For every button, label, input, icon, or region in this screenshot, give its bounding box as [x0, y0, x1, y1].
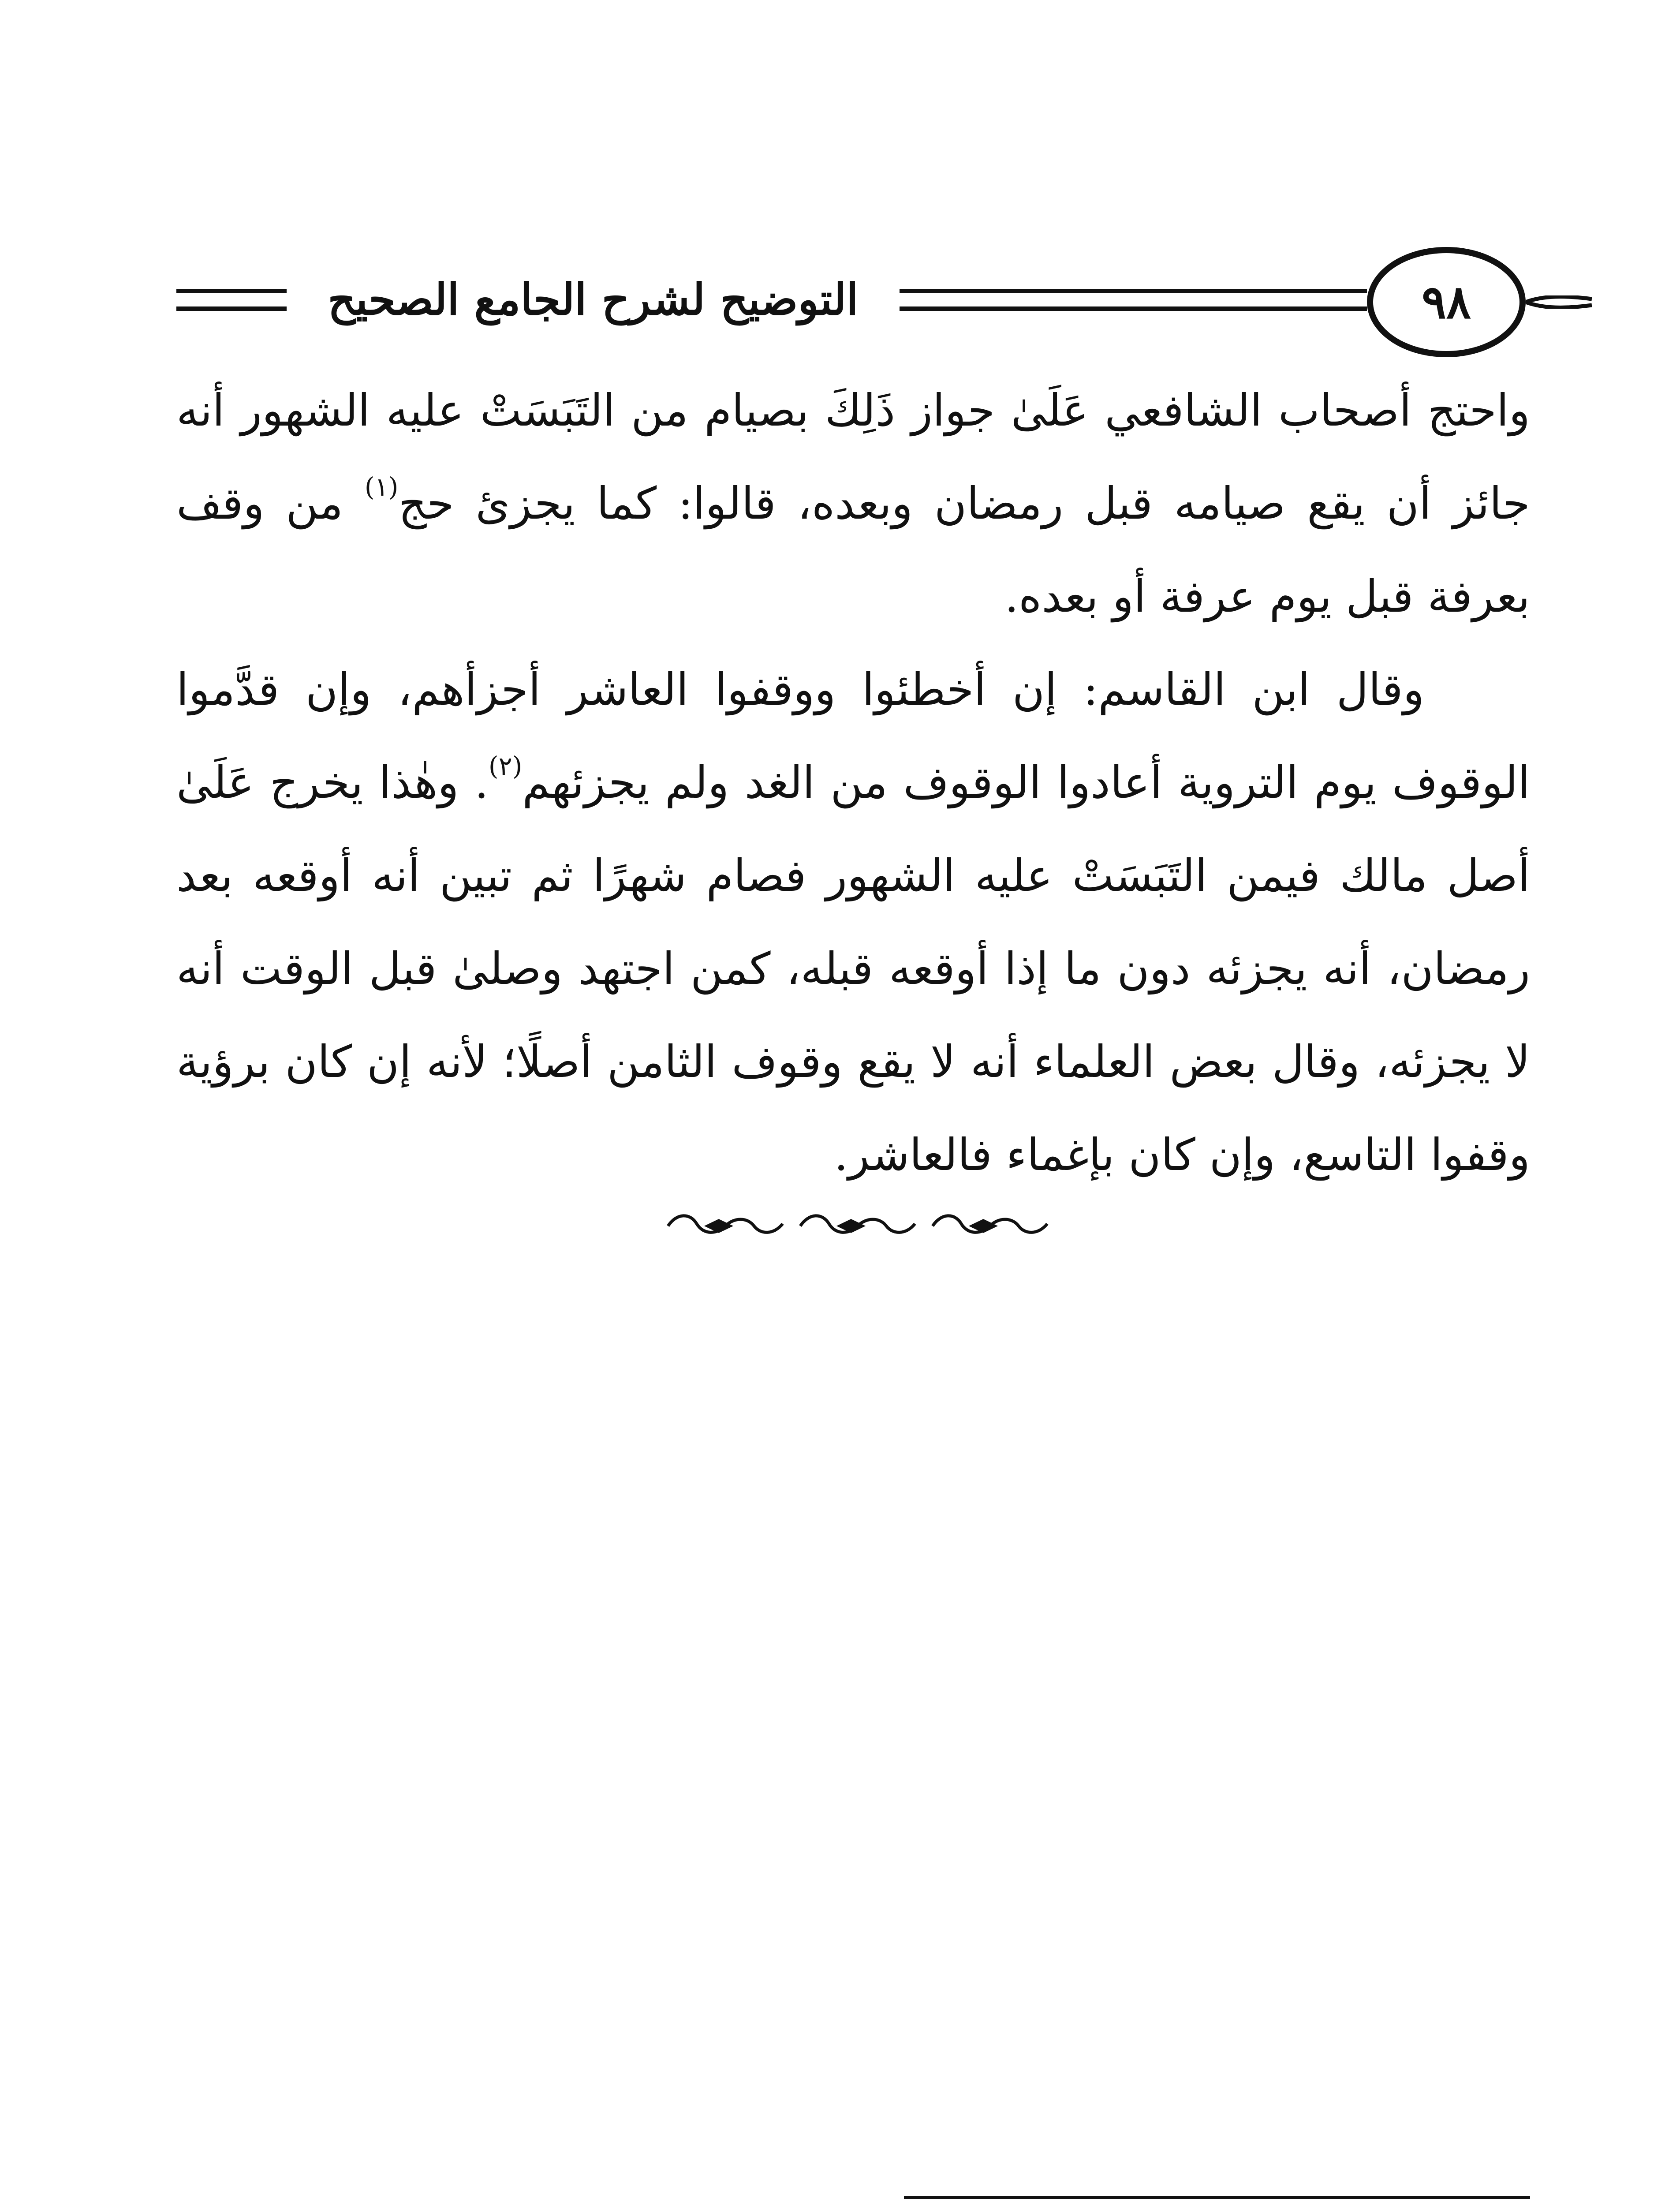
page-number-tail-ornament	[1526, 295, 1592, 309]
ornament-motif-2	[800, 1216, 915, 1233]
book-title: التوضيح لشرح الجامع الصحيح	[328, 274, 859, 325]
running-header	[176, 247, 1530, 362]
paragraph-2-text-a: وقال ابن القاسم: إن أخطئوا ووقفوا العاشر أجزأهم، وإن قدَّموا الوقوف يوم التروية أعادوا الوقوف من الغد ولم يجزئهم	[176, 664, 1530, 808]
paragraph-1	[176, 364, 1530, 643]
header-rule-mid-2	[900, 306, 1367, 311]
paragraph-2	[176, 643, 1530, 1201]
ornament-motif-3	[933, 1216, 1047, 1233]
footnote-ref-2: (٢)	[488, 751, 523, 781]
page-number: ٩٨	[1422, 275, 1471, 329]
header-rule-left-2	[176, 306, 287, 311]
header-rule-mid-1	[900, 289, 1367, 293]
paragraph-1-text-a: واحتج أصحاب الشافعي عَلَىٰ جواز ذَلِكَ بصيام من التَبَسَتْ عليه الشهور أنه جائز أن يقع صيامه قبل رمضان وبعده، قالوا: كما يجزئ حج	[176, 385, 1531, 529]
footnote-ref-1: (١)	[364, 472, 399, 502]
main-text	[176, 364, 1530, 1201]
paragraph-1-text-b: من وقف بعرفة قبل يوم عرفة أو بعده.	[176, 478, 1530, 622]
footnote-separator	[904, 2196, 1530, 2199]
header-rule-left-1	[176, 289, 287, 293]
paragraph-2-text-b: . وهٰذا يخرج عَلَىٰ أصل مالك فيمن التَبَسَتْ عليه الشهور فصام شهرًا ثم تبين أنه أوقعه بعد رمضان، أنه يجزئه دون ما إذا أوقعه قبله، كمن اجتهد وصلىٰ قبل الوقت أنه لا يجزئه، وقال بعض العلماء أنه لا يقع وقوف الثامن أصلًا؛ لأنه إن كان برؤية وقفوا التاسع، وإن كان بإغماء فالعاشر.	[176, 757, 1530, 1181]
page-number-frame	[1367, 247, 1526, 357]
section-end-ornament	[664, 1211, 1052, 1241]
ornament-motif-1	[668, 1216, 783, 1233]
